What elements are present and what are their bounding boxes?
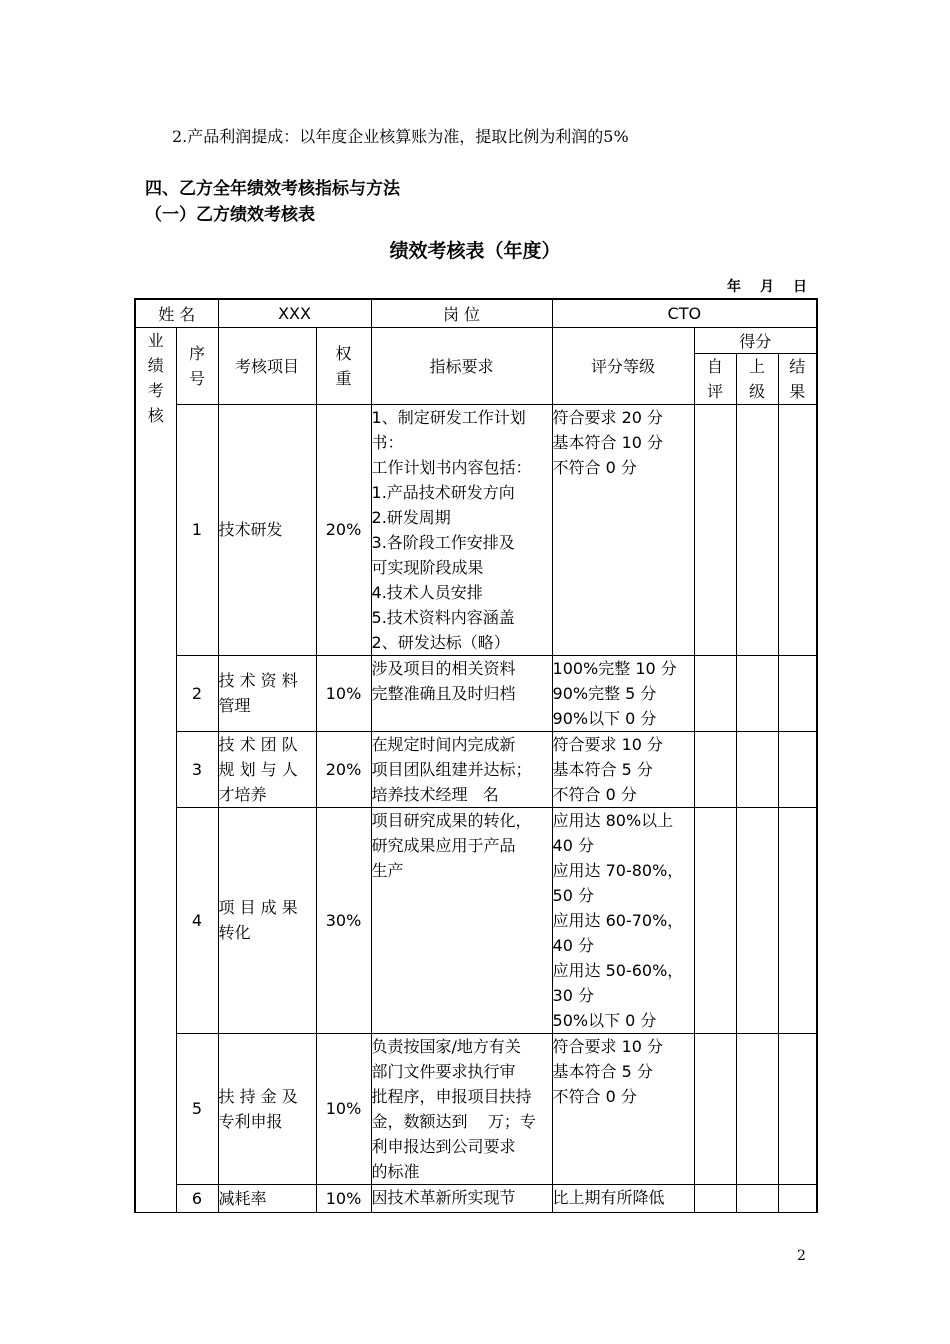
self-score-cell[interactable] bbox=[694, 404, 736, 655]
superior-score-cell[interactable] bbox=[736, 1033, 778, 1184]
self-score-cell[interactable] bbox=[694, 731, 736, 807]
col-item-header: 考核项目 bbox=[218, 327, 316, 404]
self-score-cell[interactable] bbox=[694, 1033, 736, 1184]
subsection-heading: （一）乙方绩效考核表 bbox=[145, 205, 315, 225]
row-item: 减耗率 bbox=[218, 1184, 316, 1212]
post-value: CTO bbox=[552, 299, 817, 327]
row-grade: 100%完整 10 分 90%完整 5 分 90%以下 0 分 bbox=[552, 655, 694, 731]
row-seq: 6 bbox=[176, 1184, 218, 1212]
col-result-header: 结 果 bbox=[778, 353, 817, 404]
row-item: 技 术 资 料 管理 bbox=[218, 655, 316, 731]
date-year: 年 bbox=[727, 279, 742, 295]
row-seq: 4 bbox=[176, 807, 218, 1033]
col-self-header: 自 评 bbox=[694, 353, 736, 404]
result-score-cell[interactable] bbox=[778, 1033, 817, 1184]
superior-score-cell[interactable] bbox=[736, 655, 778, 731]
col-superior-header: 上 级 bbox=[736, 353, 778, 404]
row-weight: 10% bbox=[316, 1184, 371, 1212]
result-score-cell[interactable] bbox=[778, 731, 817, 807]
superior-score-cell[interactable] bbox=[736, 404, 778, 655]
result-score-cell[interactable] bbox=[778, 404, 817, 655]
name-label: 姓 名 bbox=[135, 299, 218, 327]
name-value: XXX bbox=[218, 299, 371, 327]
superior-score-cell[interactable] bbox=[736, 807, 778, 1033]
col-score-header: 得分 bbox=[694, 327, 817, 353]
row-grade: 比上期有所降低 bbox=[552, 1184, 694, 1212]
row-requirement: 涉及项目的相关资料 完整准确且及时归档 bbox=[371, 655, 552, 731]
page-number: 2 bbox=[797, 1248, 806, 1264]
post-label: 岗 位 bbox=[371, 299, 552, 327]
result-score-cell[interactable] bbox=[778, 1184, 817, 1212]
performance-table bbox=[134, 298, 818, 1213]
row-grade: 应用达 80%以上 40 分 应用达 70-80%， 50 分 应用达 60-70%， 40 分 应用达 50-60%， 30 分 50%以下 0 分 bbox=[552, 807, 694, 1033]
self-score-cell[interactable] bbox=[694, 1184, 736, 1212]
table-row bbox=[135, 404, 817, 655]
row-weight: 10% bbox=[316, 655, 371, 731]
row-item: 项 目 成 果 转化 bbox=[218, 807, 316, 1033]
date-month: 月 bbox=[760, 279, 775, 295]
table-title: 绩效考核表（年度） bbox=[389, 240, 561, 262]
col-weight-header: 权 重 bbox=[316, 327, 371, 404]
row-requirement: 项目研究成果的转化， 研究成果应用于产品 生产 bbox=[371, 807, 552, 1033]
row-weight: 20% bbox=[316, 404, 371, 655]
row-weight: 20% bbox=[316, 731, 371, 807]
row-item: 技 术 团 队 规 划 与 人 才培养 bbox=[218, 731, 316, 807]
table-row bbox=[135, 655, 817, 731]
superior-score-cell[interactable] bbox=[736, 731, 778, 807]
row-seq: 2 bbox=[176, 655, 218, 731]
self-score-cell[interactable] bbox=[694, 655, 736, 731]
col-seq-header: 序 号 bbox=[176, 327, 218, 404]
table-row bbox=[135, 731, 817, 807]
row-requirement: 因技术革新所实现节 bbox=[371, 1184, 552, 1212]
row-seq: 5 bbox=[176, 1033, 218, 1184]
col-grade-header: 评分等级 bbox=[552, 327, 694, 404]
row-item: 扶 持 金 及 专利申报 bbox=[218, 1033, 316, 1184]
row-requirement: 1、制定研发工作计划 书： 工作计划书内容包括： 1.产品技术研发方向 2.研发周期 3.各阶段工作安排及 可实现阶段成果 4.技术人员安排 5.技术资料内容涵盖 2、研发达标（略） bbox=[371, 404, 552, 655]
date-line bbox=[709, 276, 808, 296]
table-row bbox=[135, 1184, 817, 1212]
result-score-cell[interactable] bbox=[778, 655, 817, 731]
row-item: 技术研发 bbox=[218, 404, 316, 655]
row-grade: 符合要求 10 分 基本符合 5 分 不符合 0 分 bbox=[552, 731, 694, 807]
table-row bbox=[135, 1033, 817, 1184]
profit-commission-paragraph: 2.产品利润提成：以年度企业核算账为准，提取比例为利润的5% bbox=[172, 127, 629, 146]
row-seq: 1 bbox=[176, 404, 218, 655]
section-heading: 四、乙方全年绩效考核指标与方法 bbox=[145, 179, 400, 199]
result-score-cell[interactable] bbox=[778, 807, 817, 1033]
row-grade: 符合要求 20 分 基本符合 10 分 不符合 0 分 bbox=[552, 404, 694, 655]
date-day: 日 bbox=[793, 279, 808, 295]
row-requirement: 负责按国家/地方有关 部门文件要求执行审 批程序，申报项目扶持 金，数额达到 万；专 利申报达到公司要求 的标准 bbox=[371, 1033, 552, 1184]
row-grade: 符合要求 10 分 基本符合 5 分 不符合 0 分 bbox=[552, 1033, 694, 1184]
self-score-cell[interactable] bbox=[694, 807, 736, 1033]
superior-score-cell[interactable] bbox=[736, 1184, 778, 1212]
table-row bbox=[135, 807, 817, 1033]
category-cell: 业 绩 考 核 bbox=[135, 327, 176, 1212]
row-requirement: 在规定时间内完成新 项目团队组建并达标； 培养技术经理 名 bbox=[371, 731, 552, 807]
row-weight: 10% bbox=[316, 1033, 371, 1184]
row-seq: 3 bbox=[176, 731, 218, 807]
col-req-header: 指标要求 bbox=[371, 327, 552, 404]
row-weight: 30% bbox=[316, 807, 371, 1033]
